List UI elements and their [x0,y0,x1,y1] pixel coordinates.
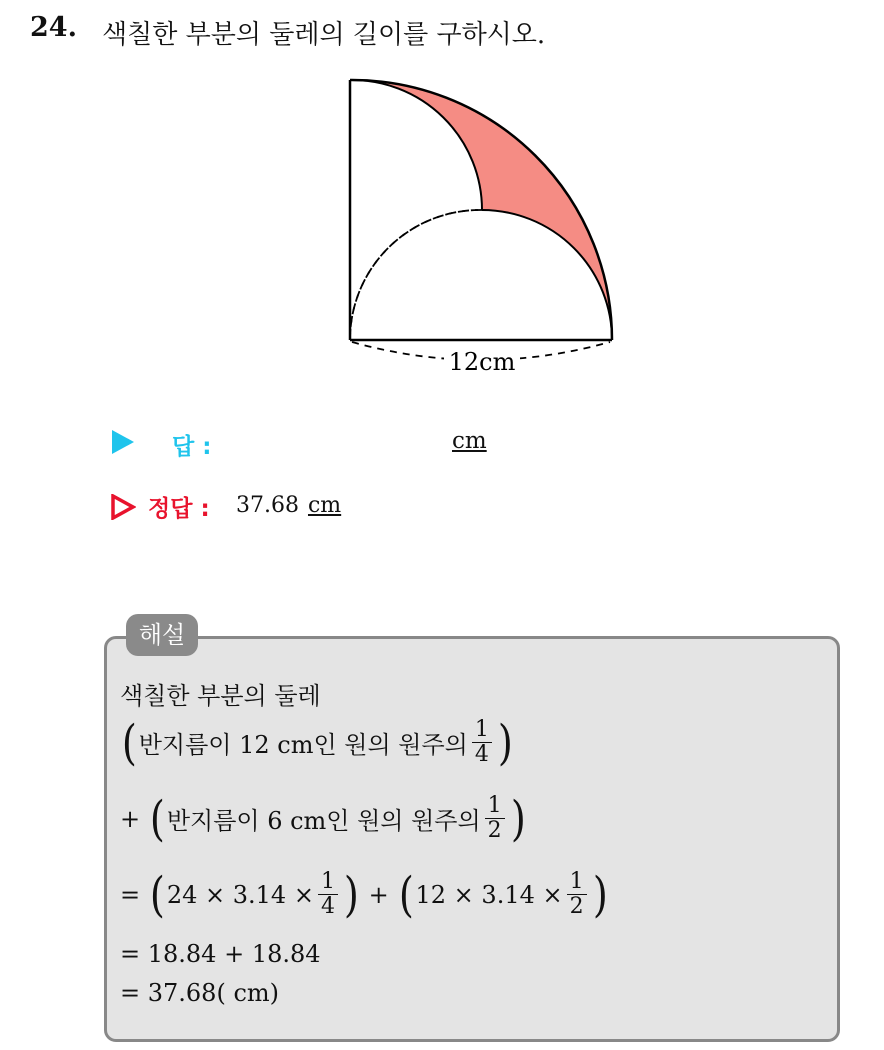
play-arrow-icon [112,430,134,454]
fraction [485,794,505,843]
question-number: 24. [30,12,77,43]
explanation-line-6: = 37.68( cm) [120,979,279,1007]
left-paren: ( [149,790,165,847]
right-paren: ) [497,714,513,771]
correct-answer-row [108,490,528,526]
line3-text: 반지름이 6 cm인 원의 원주의 [166,807,481,836]
answer-row [108,428,528,462]
geometry-figure [330,66,630,386]
line4-b-text: 12 × 3.14 × [415,880,563,909]
fraction-denominator: 4 [474,742,489,768]
top-semicircle-solid [350,80,482,210]
explanation-line-4 [120,866,609,923]
fraction [472,718,492,767]
right-semicircle-dashed [350,210,482,340]
line4-a-text: 24 × 3.14 × [166,880,314,909]
correct-value: 37.68 [236,493,299,518]
left-paren: ( [121,714,137,771]
answer-unit: cm [452,428,487,454]
fraction-numerator: 1 [567,870,587,895]
top-semicircle-dashed [350,210,482,340]
question-text: 색칠한 부분의 둘레의 길이를 구하시오. [102,20,546,50]
right-semicircle-solid [482,210,612,340]
fraction-denominator: 2 [569,894,584,920]
fraction-numerator: 1 [472,718,492,743]
left-paren: ( [149,866,165,923]
fraction-numerator: 1 [485,794,505,819]
explanation-line-2 [120,714,515,771]
correct-value-wrap [236,493,341,518]
fraction [567,870,587,919]
fraction-numerator: 1 [318,870,338,895]
line2-text: 반지름이 12 cm인 원의 원주의 [138,731,468,760]
left-paren: ( [398,866,414,923]
explanation-line-5: = 18.84 + 18.84 [120,940,321,968]
right-paren: ) [510,790,526,847]
explanation-line-1: 색칠한 부분의 둘레 [120,682,321,710]
explanation-line-3 [120,790,527,847]
line4-prefix: = [120,880,141,909]
right-paren: ) [592,866,608,923]
line4-op: + [368,880,389,909]
fraction [318,870,338,919]
line3-prefix: + [120,804,141,833]
answer-label: 답 : [172,434,212,460]
correct-unit: cm [307,493,342,518]
outline-arrow-icon [110,494,136,520]
right-paren: ) [343,866,359,923]
dimension-label: 12cm [448,348,516,376]
fraction-denominator: 4 [320,894,335,920]
explanation-badge: 해설 [126,614,198,656]
fraction-denominator: 2 [487,818,502,844]
correct-label: 정답 : [148,496,210,522]
